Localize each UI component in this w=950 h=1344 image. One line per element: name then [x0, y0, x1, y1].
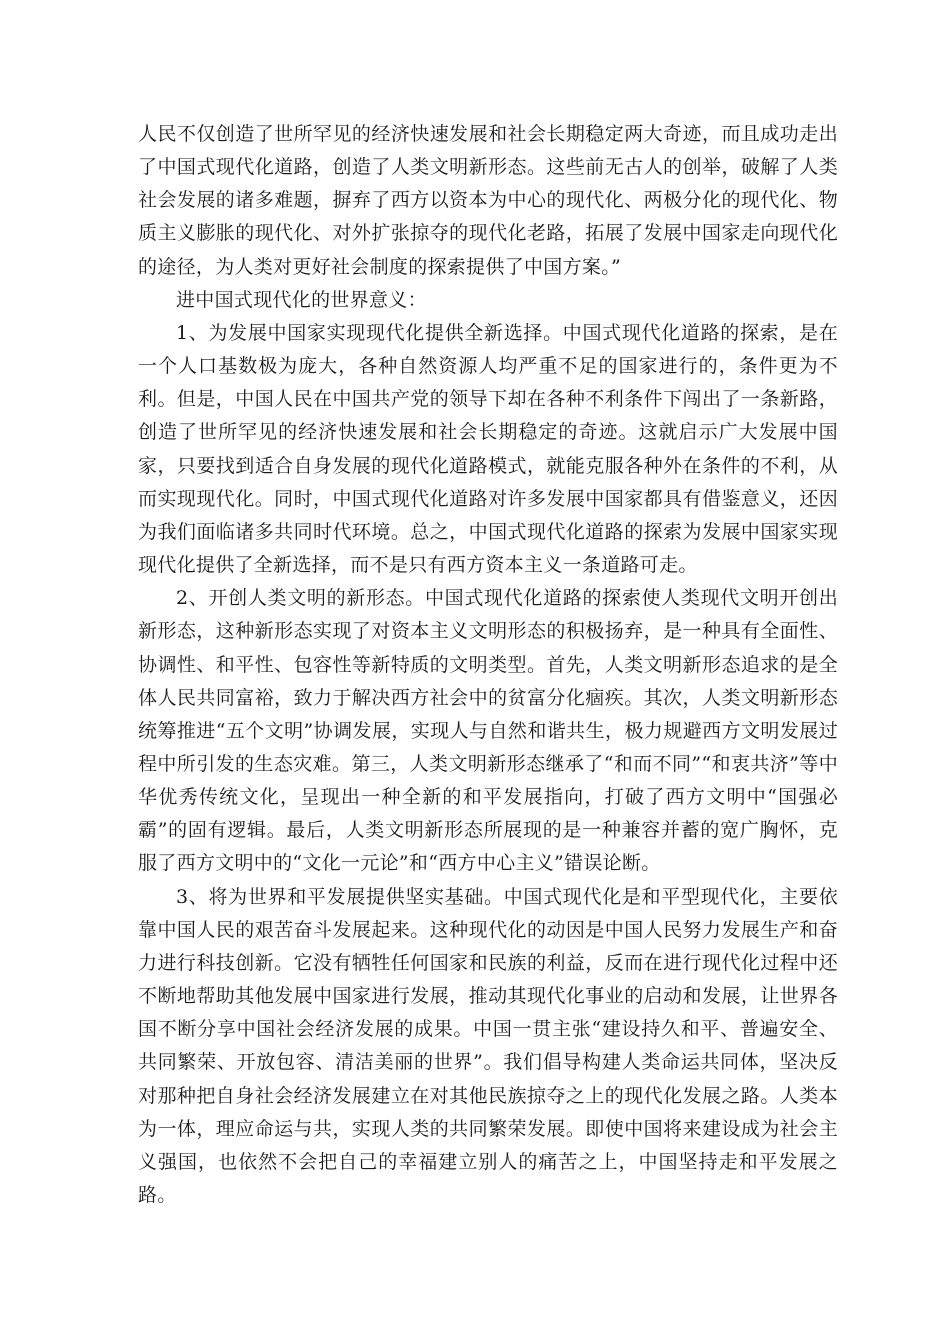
paragraph-point-3: 3、将为世界和平发展提供坚实基础。中国式现代化是和平型现代化，主要依靠中国人民的艰苦奋斗发展起来。这种现代化的动因是中国人民努力发展生产和奋力进行科技创新。它没有牺牲任何国家和民族的利益，反而在进行现代化过程中还不断地帮助其他发展中国家进行发展，推动其现代化事业的启动和发展，让世界各国不断分享中国社会经济发展的成果。中国一贯主张“建设持久和平、普遍安全、共同繁荣、开放包容、清洁美丽的世界”。我们倡导构建人类命运共同体，坚决反对那种把自身社会经济发展建立在对其他民族掠夺之上的现代化发展之路。人类本为一体，理应命运与共，实现人类的共同繁荣发展。即使中国将来建设成为社会主义强国，也依然不会把自己的幸福建立别人的痛苦之上，中国坚持走和平发展之路。	[138, 885, 838, 1206]
paragraph-point-2: 2、开创人类文明的新形态。中国式现代化道路的探索使人类现代文明开创出新形态，这种新形态实现了对资本主义文明形态的积极扬弃，是一种具有全面性、协调性、和平性、包容性等新特质的文明类型。首先，人类文明新形态追求的是全体人民共同富裕，致力于解决西方社会中的贫富分化痼疾。其次，人类文明新形态统筹推进“五个文明”协调发展，实现人与自然和谐共生，极力规避西方文明发展过程中所引发的生态灾难。第三，人类文明新形态继承了“和而不同”“和衷共济”等中华优秀传统文化，呈现出一种全新的和平发展指向，打破了西方文明中“国强必霸”的固有逻辑。最后，人类文明新形态所展现的是一种兼容并蓄的宽广胸怀，克服了西方文明中的“文化一元论”和“西方中心主义”错误论断。	[138, 587, 838, 875]
section-heading: 进中国式现代化的世界意义：	[176, 288, 427, 311]
document-body	[138, 118, 838, 1212]
paragraph-continuation: 人民不仅创造了世所罕见的经济快速发展和社会长期稳定两大奇迹，而且成功走出了中国式现代化道路，创造了人类文明新形态。这些前无古人的创举，破解了人类社会发展的诸多难题，摒弃了西方以资本为中心的现代化、两极分化的现代化、物质主义膨胀的现代化、对外扩张掠夺的现代化老路，拓展了发展中国家走向现代化的途径，为人类对更好社会制度的探索提供了中国方案。”	[138, 123, 838, 278]
paragraph-point-1: 1、为发展中国家实现现代化提供全新选择。中国式现代化道路的探索，是在一个人口基数极为庞大，各种自然资源人均严重不足的国家进行的，条件更为不利。但是，中国人民在中国共产党的领导下却在各种不利条件下闯出了一条新路，创造了世所罕见的经济快速发展和社会长期稳定的奇迹。这就启示广大发展中国家，只要找到适合自身发展的现代化道路模式，就能克服各种外在条件的不利，从而实现现代化。同时，中国式现代化道路对许多发展中国家都具有借鉴意义，还因为我们面临诸多共同时代环境。总之，中国式现代化道路的探索为发展中国家实现现代化提供了全新选择，而不是只有西方资本主义一条道路可走。	[138, 321, 838, 577]
